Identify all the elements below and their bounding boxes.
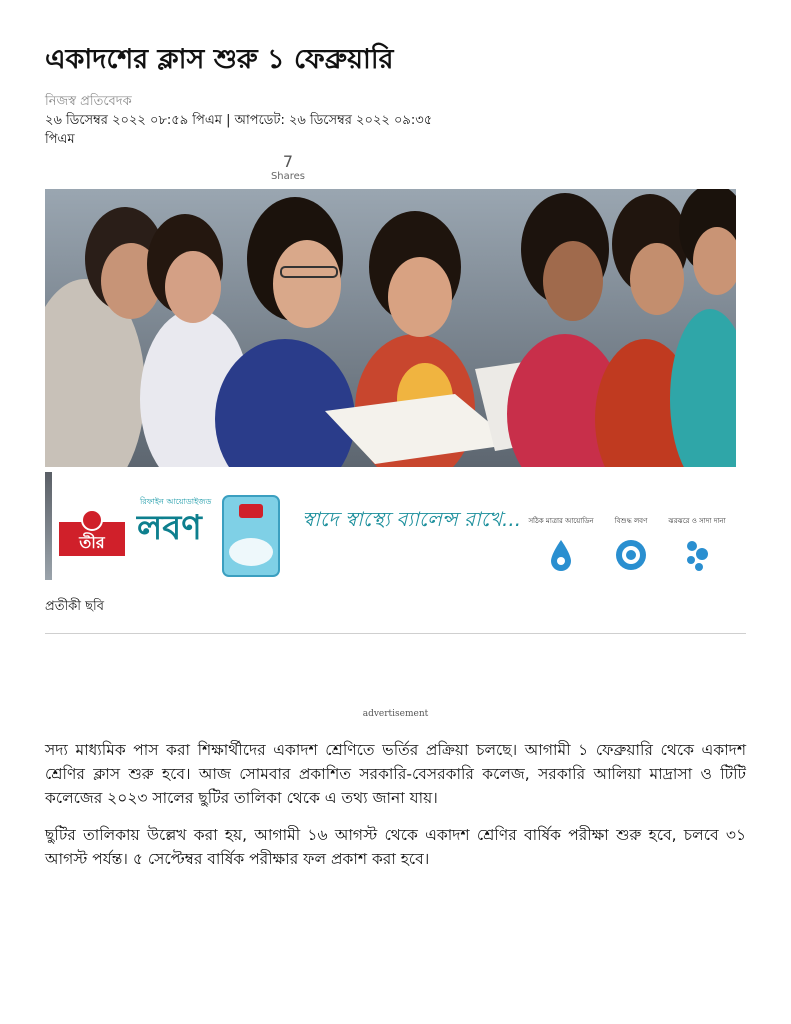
ad-photo-edge	[45, 472, 52, 580]
article-headline: একাদশের ক্লাস শুরু ১ ফেব্রুয়ারি	[45, 44, 394, 75]
ad-slogan: স্বাদে স্বাস্থ্যে ব্যালেন্স রাখে...	[302, 507, 522, 531]
advertisement-label: advertisement	[362, 709, 429, 719]
students-photo-illustration	[45, 189, 736, 467]
share-count: 7	[282, 152, 294, 171]
purity-circle-icon	[614, 538, 648, 572]
ad-feature-label: ঝরঝরে ও সাদা দানা	[668, 517, 726, 525]
ad-feature-iodine	[521, 516, 601, 572]
water-drop-icon	[548, 538, 574, 572]
article-photo	[45, 189, 736, 467]
share-counter[interactable]	[258, 153, 318, 183]
ad-feature-grains	[657, 516, 737, 572]
salt-packet-icon	[219, 494, 283, 578]
author-byline[interactable]: নিজস্ব প্রতিবেদক	[45, 94, 132, 109]
article-paragraph: সদ্য মাধ্যমিক পাস করা শিক্ষার্থীদের একাদশ শ্রেণিতে ভর্তির প্রক্রিয়া চলছে। আগামী ১ ফেব্রুয়ারি থেকে একাদশ শ্রেণির ক্লাস শুরু হবে। আজ সোমবার প্রকাশিত সরকারি-বেসরকারি কলেজ, সরকারি আলিয়া মাদ্রাসা ও টিটি কলেজের ২০২৩ সালের ছুটির তালিকা থেকে এ তথ্য জানা যায়।	[45, 741, 746, 807]
article-paragraph: ছুটির তালিকায় উল্লেখ করা হয়, আগামী ১৬ আগস্ট থেকে একাদশ শ্রেণির বার্ষিক পরীক্ষা শুরু হবে, চলবে ৩১ আগস্ট পর্যন্ত। ৫ সেপ্টেম্বর বার্ষিক পরীক্ষার ফল প্রকাশ করা হবে।	[45, 826, 746, 868]
ad-kicker-text: রিফাইন আয়োডাইজড	[140, 497, 212, 506]
salt-ad-banner[interactable]	[45, 468, 736, 583]
svg-text:তীর: তীর	[79, 533, 105, 552]
image-caption: প্রতীকী ছবি	[45, 599, 104, 614]
ad-feature-label: সঠিক মাত্রার আয়োডিন	[528, 517, 594, 525]
ad-brand-name: লবণ	[137, 508, 202, 548]
article-dateline: ২৬ ডিসেম্বর ২০২২ ০৮:৫৯ পিএম | আপডেট: ২৬ ডিসেম্বর ২০২২ ০৯:৩৫ পিএম	[45, 113, 433, 147]
ad-feature-label: বিশুদ্ধ লবণ	[614, 517, 648, 525]
teer-logo-icon	[59, 510, 125, 556]
share-label: Shares	[270, 171, 306, 182]
grains-icon	[682, 538, 712, 572]
section-divider	[45, 633, 746, 634]
